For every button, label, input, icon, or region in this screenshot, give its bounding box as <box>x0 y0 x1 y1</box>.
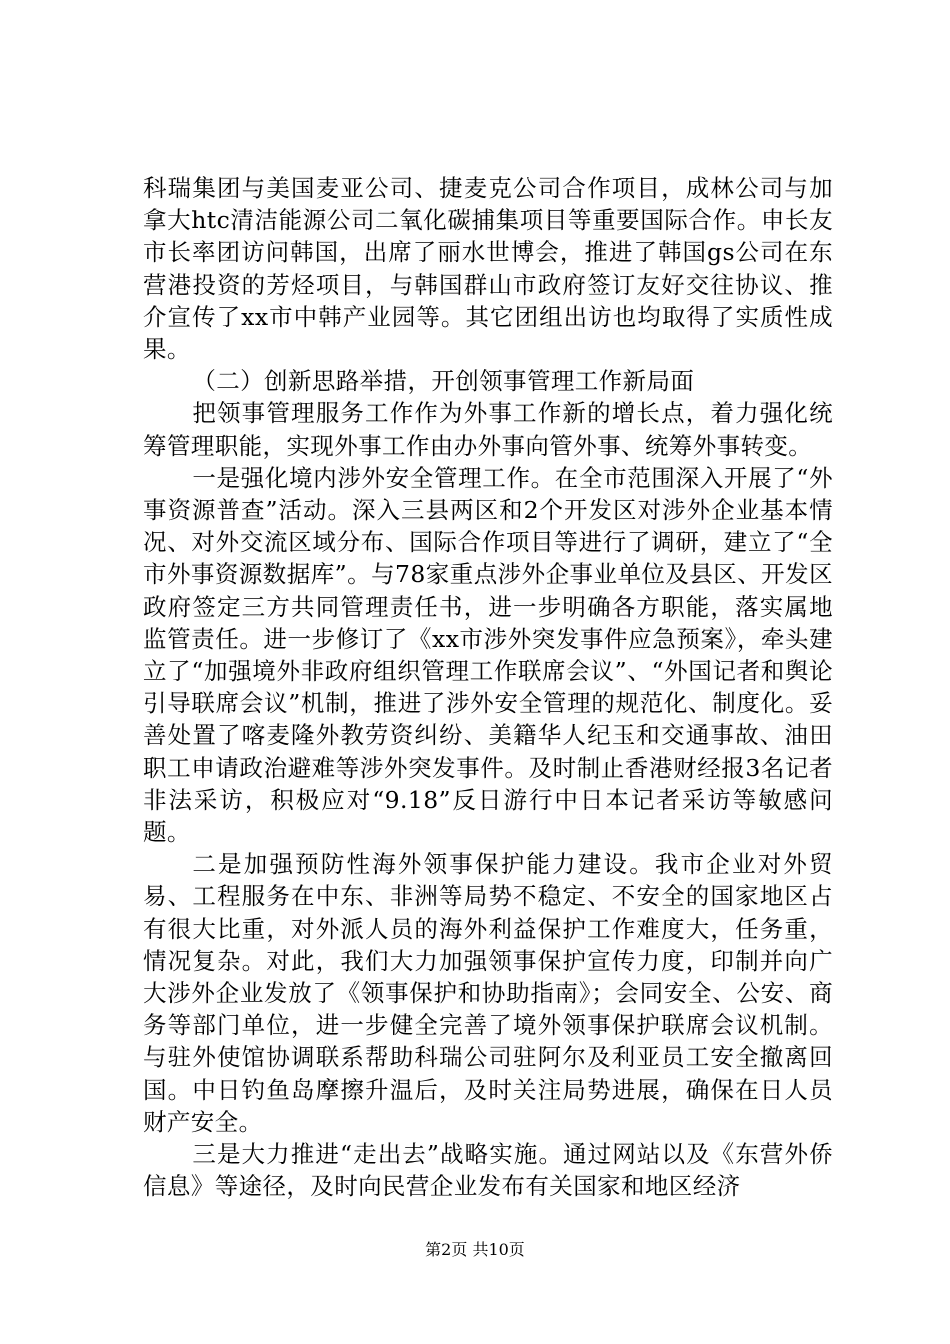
section-heading: （二）创新思路举措，开创领事管理工作新局面 <box>192 367 695 396</box>
paragraph-continuation: 科瑞集团与美国麦亚公司、捷麦克公司合作项目，成林公司与加拿大htc清洁能源公司二氧化碳捕集项目等重要国际合作。申长友市长率团访问韩国，出席了丽水世博会，推进了韩国gs公司在东营港投资的芳烃项目，与韩国群山市政府签订友好交往协议、推介宣传了xx市中韩产业园等。其它团组出访也均取得了实质性成果。 <box>143 174 833 364</box>
document-body <box>143 172 833 1203</box>
paragraph: 二是加强预防性海外领事保护能力建设。我市企业对外贸易、工程服务在中东、非洲等局势不稳定、不安全的国家地区占有很大比重，对外派人员的海外利益保护工作难度大，任务重，情况复杂。对此，我们大力加强领事保护宣传力度，印制并向广大涉外企业发放了《领事保护和协助指南》；会同安全、公安、商务等部门单位，进一步健全完善了境外领事保护联席会议机制。与驻外使馆协调联系帮助科瑞公司驻阿尔及利亚员工安全撤离回国。中日钓鱼岛摩擦升温后，及时关注局势进展，确保在日人员财产安全。 <box>143 850 833 1136</box>
paragraph: 三是大力推进“走出去”战略实施。通过网站以及《东营外侨信息》等途径，及时向民营企业发布有关国家和地区经济 <box>143 1140 833 1201</box>
page-number-footer: 第2页 共10页 <box>425 1240 525 1259</box>
paragraph: 一是强化境内涉外安全管理工作。在全市范围深入开展了“外事资源普查”活动。深入三县两区和2个开发区对涉外企业基本情况、对外交流区域分布、国际合作项目等进行了调研，建立了“全市外事资源数据库”。与78家重点涉外企事业单位及县区、开发区政府签定三方共同管理责任书，进一步明确各方职能，落实属地监管责任。进一步修订了《xx市涉外突发事件应急预案》，牵头建立了“加强境外非政府组织管理工作联席会议”、“外国记者和舆论引导联席会议”机制，推进了涉外安全管理的规范化、制度化。妥善处置了喀麦隆外教劳资纠纷、美籍华人纪玉和交通事故、油田职工申请政治避难等涉外突发事件。及时制止香港财经报3名记者非法采访，积极应对“9.18”反日游行中日本记者采访等敏感问题。 <box>143 463 833 847</box>
paragraph: 把领事管理服务工作作为外事工作新的增长点，着力强化统筹管理职能，实现外事工作由办外事向管外事、统筹外事转变。 <box>143 399 833 460</box>
